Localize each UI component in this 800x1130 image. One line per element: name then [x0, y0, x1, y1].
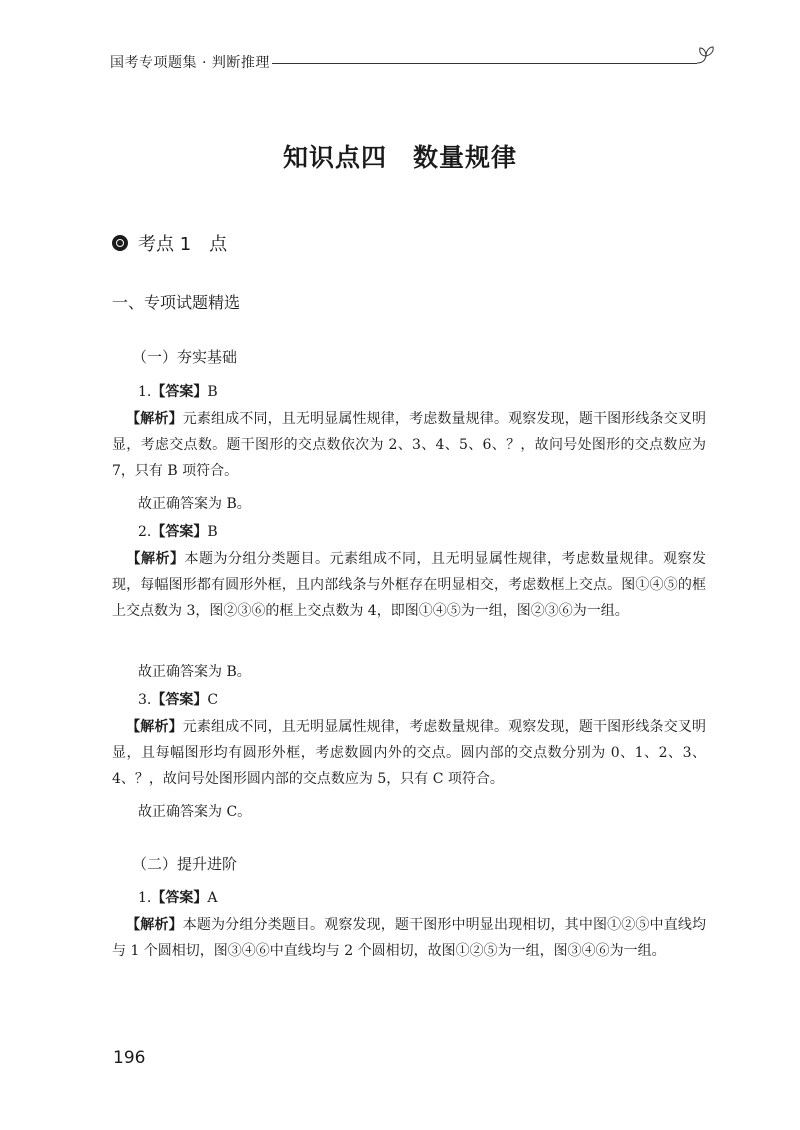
kaodian-label: 考点 1 点: [138, 234, 228, 255]
subsection-advanced: （二）提升进阶: [132, 855, 238, 873]
analysis-text: 元素组成不同，且无明显属性规律，考虑数量规律。观察发现，题干图形线条交叉明显，且每幅图形均有圆形外框，考虑数圆内外的交点。圆内部的交点数分别为 0、1、2、3、4、？，故问号处图形圆内部的交点数应为 5，只有 C 项符合。: [112, 719, 707, 787]
question-number: 3.: [138, 692, 152, 708]
question-number: 1.: [138, 890, 152, 906]
running-header: [110, 52, 710, 72]
sprout-icon: [693, 40, 719, 66]
answer-line: [138, 887, 217, 907]
answer-label: 【答案】: [151, 692, 208, 708]
answer-line: [138, 689, 218, 709]
analysis-paragraph: [112, 546, 706, 624]
analysis-text: 元素组成不同，且无明显属性规律，考虑数量规律。观察发现，题干图形线条交叉明显，考虑交点数。题干图形的交点数依次为 2、3、4、5、6、？，故问号处图形的交点数应为 7，只有 B 项符合。: [112, 411, 707, 479]
chapter-title: 知识点四 数量规律: [282, 143, 517, 172]
analysis-text: 本题为分组分类题目。元素组成不同，且无明显属性规律，考虑数量规律。观察发现，每幅图形都有圆形外框，且内部线条与外框存在明显相交，考虑数框上交点。图①④⑤的框上交点数为 3，图②③⑥的框上交点数为 4，即图①④⑤为一组，图②③⑥为一组。: [112, 551, 706, 619]
section-heading: 一、专项试题精选: [112, 293, 241, 312]
page-number: 196: [113, 1048, 146, 1068]
question-number: 2.: [138, 524, 152, 540]
kaodian-badge-icon: [112, 235, 128, 251]
conclusion: 故正确答案为 B。: [138, 664, 251, 680]
question-number: 1.: [138, 384, 152, 400]
answer-value: B: [207, 384, 218, 400]
analysis-label: 【解析】: [126, 917, 183, 933]
analysis-label: 【解析】: [126, 719, 183, 735]
book-title: 国考专项题集 · 判断推理: [110, 55, 270, 71]
answer-label: 【答案】: [151, 524, 208, 540]
answer-label: 【答案】: [151, 384, 208, 400]
answer-line: [138, 521, 218, 541]
analysis-text: 本题为分组分类题目。观察发现，题干图形中明显出现相切，其中图①②⑤中直线均与 1 个圆相切，图③④⑥中直线均与 2 个圆相切，故图①②⑤为一组，图③④⑥为一组。: [112, 917, 707, 959]
analysis-paragraph: [112, 406, 706, 484]
analysis-label: 【解析】: [126, 411, 183, 427]
answer-line: [138, 381, 218, 401]
answer-value: A: [207, 890, 218, 906]
answer-value: B: [207, 524, 218, 540]
kaodian-heading: [112, 230, 227, 256]
subsection-basic: （一）夯实基础: [132, 348, 238, 366]
answer-label: 【答案】: [151, 890, 208, 906]
conclusion: 故正确答案为 B。: [138, 496, 251, 512]
analysis-paragraph: [112, 714, 706, 792]
conclusion: 故正确答案为 C。: [138, 804, 252, 820]
header-rule: [272, 63, 697, 64]
analysis-label: 【解析】: [126, 551, 185, 567]
analysis-paragraph: [112, 912, 706, 964]
answer-value: C: [207, 692, 219, 708]
